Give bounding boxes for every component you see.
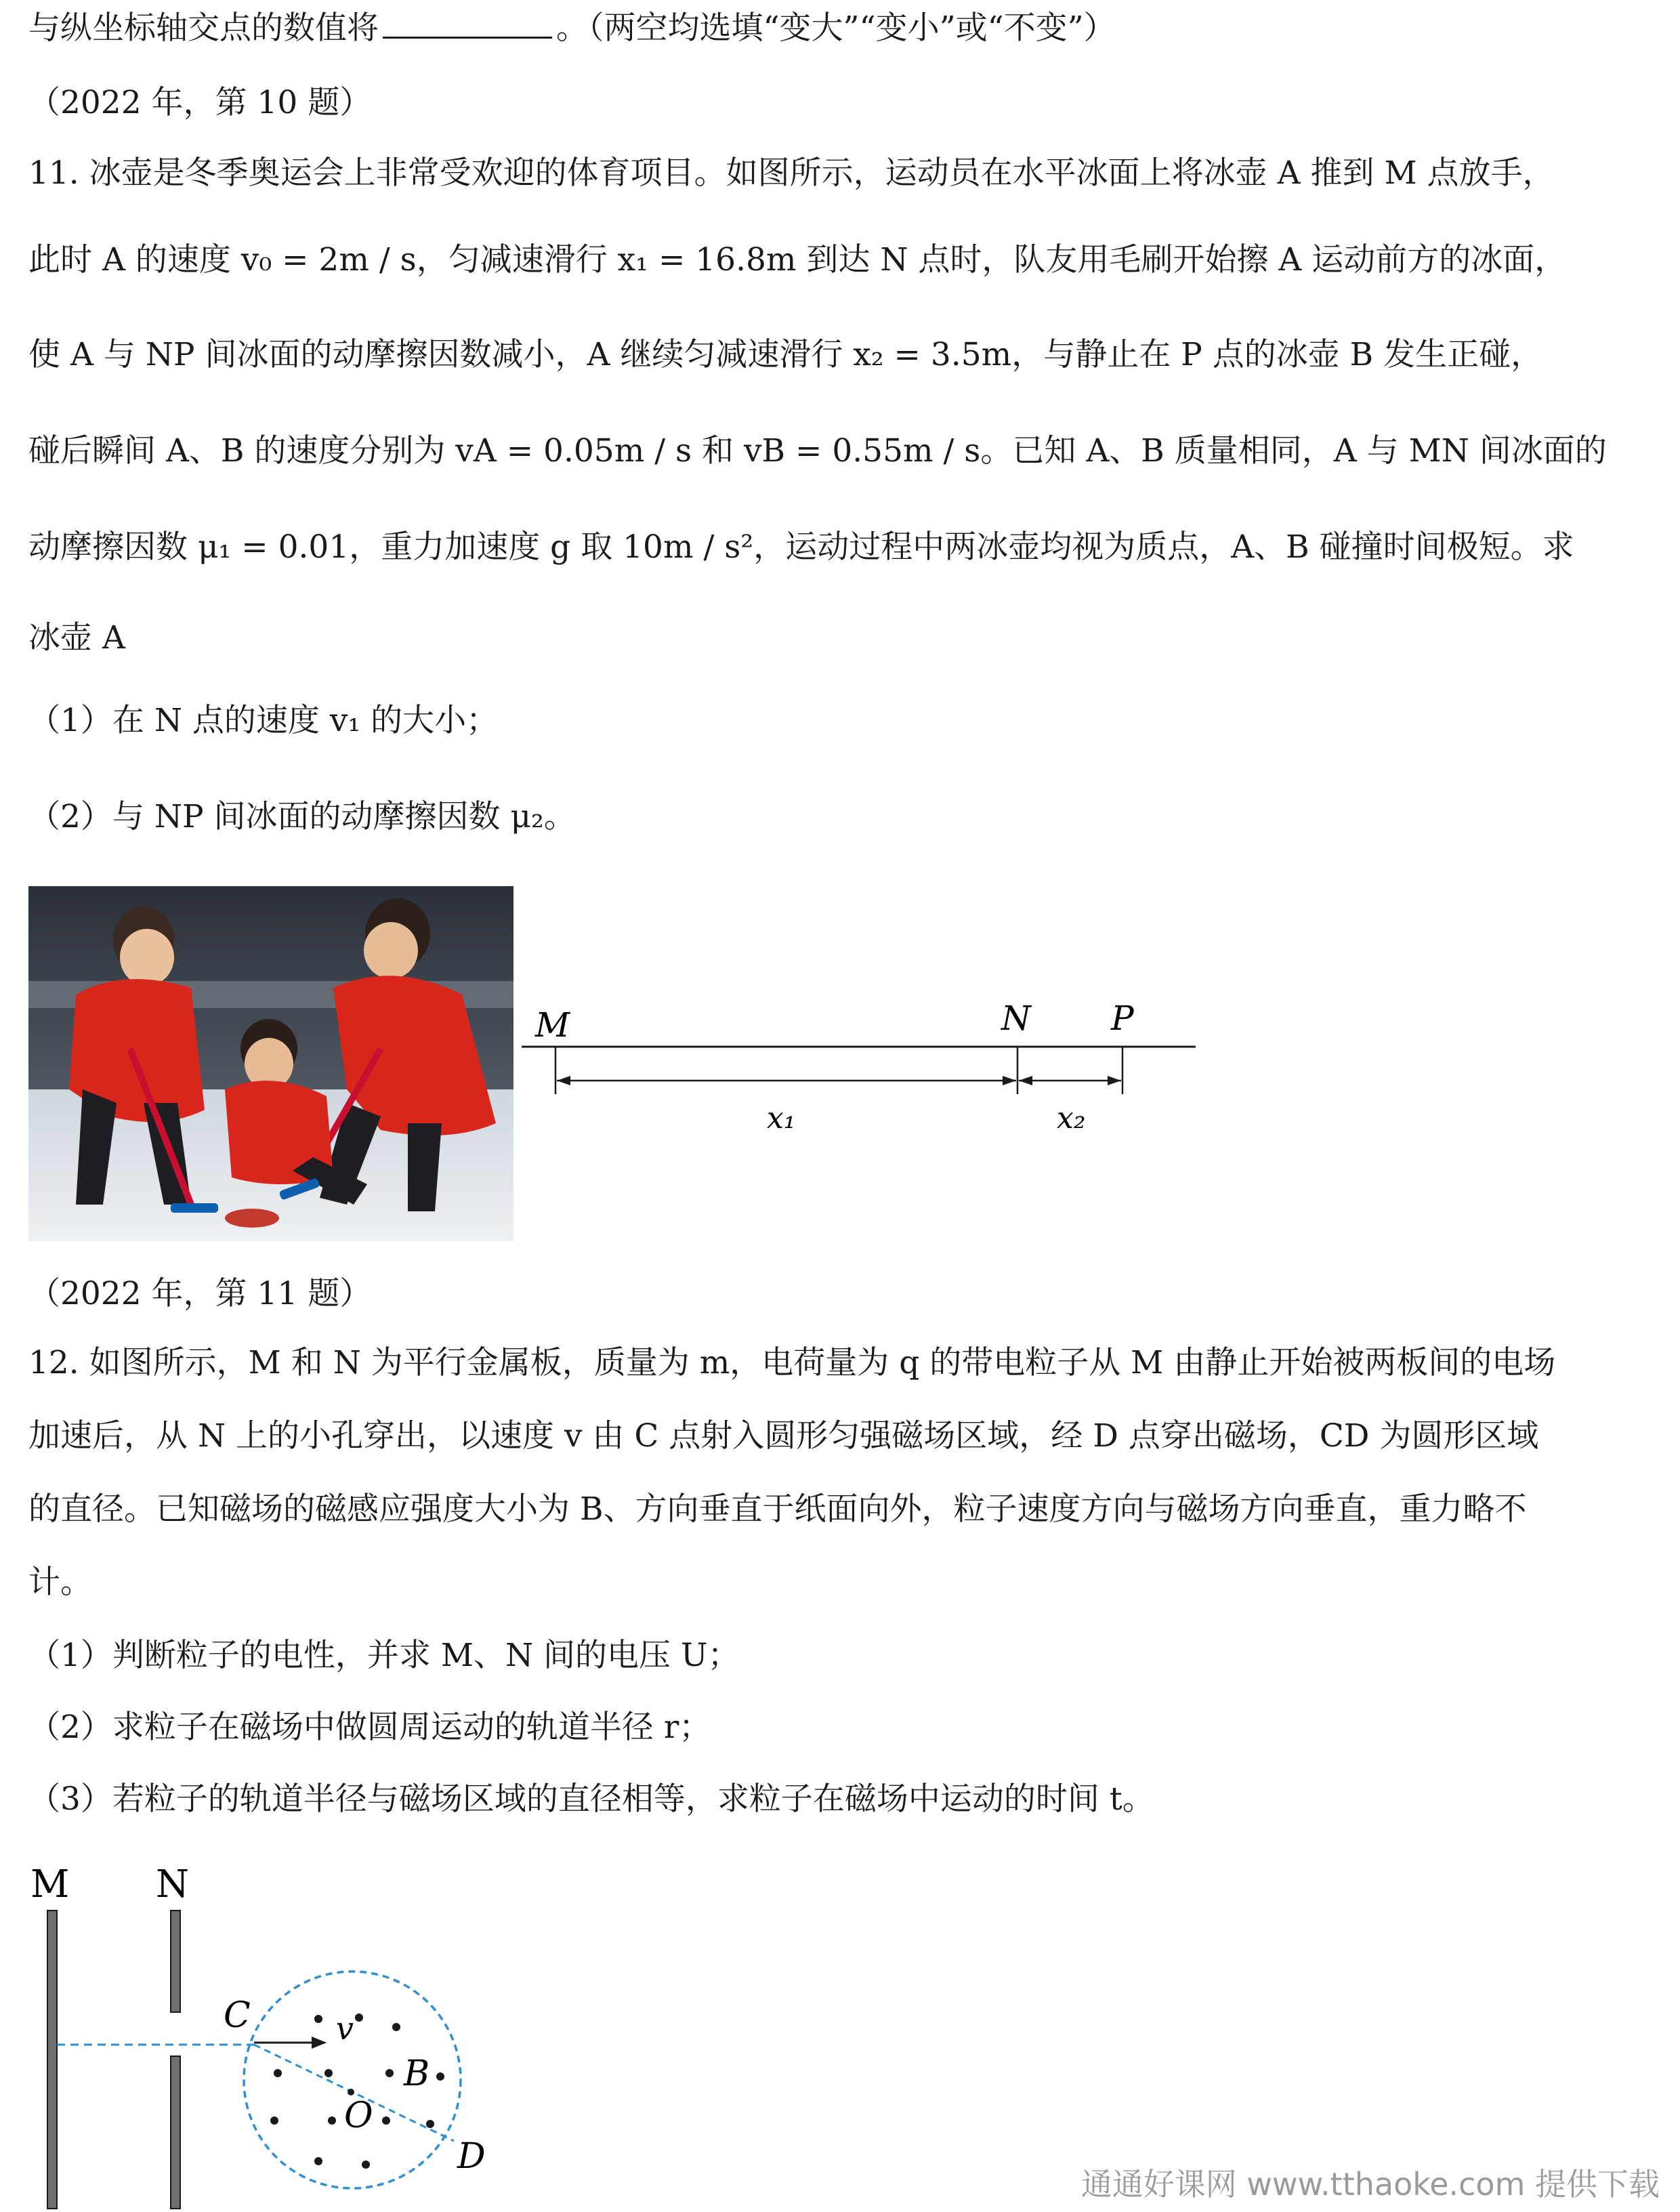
q11-part-1: （1）在 N 点的速度 v₁ 的大小； — [28, 702, 499, 739]
label-m: M — [535, 1005, 570, 1045]
q11-line-3: 使 A 与 NP 间冰面的动摩擦因数减小，A 继续匀减速滑行 x₂ = 3.5m，与静止在 P 点的冰壶 B 发生正碰， — [28, 336, 1543, 373]
x1-arrowhead-left — [557, 1076, 570, 1085]
plate-n-upper — [171, 1911, 180, 2012]
q12-line-3: 的直径。已知磁场的磁感应强度大小为 B、方向垂直于纸面向外，粒子速度方向与磁场方向垂直，重力略不 — [28, 1490, 1527, 1528]
label-d: D — [457, 2136, 486, 2177]
x1-arrowhead-right — [1003, 1076, 1016, 1085]
q11-line-4: 碰后瞬间 A、B 的速度分别为 vA = 0.05m / s 和 vB = 0.55m / s。已知 A、B 质量相同，A 与 MN 间冰面的 — [28, 432, 1607, 469]
plate-m — [47, 1911, 57, 2209]
q12-part-1: （1）判断粒子的电性，并求 M、N 间的电压 U； — [28, 1637, 740, 1674]
plates-field-diagram — [20, 1850, 508, 2209]
q12-line-1: 12. 如图所示，M 和 N 为平行金属板，质量为 m，电荷量为 q 的带电粒子从 M 由静止开始被两板间的电场 — [28, 1344, 1556, 1381]
q10-source: （2022 年，第 10 题） — [28, 84, 372, 121]
label-o: O — [344, 2095, 373, 2136]
q11-line-1: 11. 冰壶是冬季奥运会上非常受欢迎的体育项目。如图所示，运动员在水平冰面上将冰壶 A 推到 M 点放手， — [28, 154, 1555, 192]
q10-text-post: 。（两空均选填“变大”“变小”或“不变”） — [556, 9, 1116, 47]
label-x1: x₁ — [767, 1101, 796, 1135]
q11-line-6: 冰壶 A — [28, 619, 125, 656]
x2-arrowhead-right — [1108, 1076, 1121, 1085]
label-b: B — [404, 2053, 430, 2094]
curling-photo-art — [28, 886, 513, 1241]
mnp-diagram — [515, 976, 1219, 1152]
answer-blank — [383, 9, 552, 39]
watermark: 通通好课网 www.tthaoke.com 提供下载 — [1080, 2166, 1660, 2203]
label-plate-n: N — [156, 1862, 189, 1906]
plate-n-lower — [171, 2056, 180, 2209]
center-o-point — [348, 2089, 354, 2095]
q11-line-2: 此时 A 的速度 v₀ = 2m / s，匀减速滑行 x₁ = 16.8m 到达 N 点时，队友用毛刷开始擦 A 运动前方的冰面， — [28, 241, 1567, 278]
label-n: N — [1001, 999, 1031, 1038]
x2-arrowhead-left — [1019, 1076, 1032, 1085]
q12-part-2: （2）求粒子在磁场中做圆周运动的轨道半径 r； — [28, 1709, 711, 1746]
curling-photo — [28, 886, 513, 1241]
q12-line-2: 加速后，从 N 上的小孔穿出，以速度 v 由 C 点射入圆形匀强磁场区域，经 D 点穿出磁场，CD 为圆形区域 — [28, 1417, 1539, 1455]
q11-source: （2022 年，第 11 题） — [28, 1275, 372, 1312]
q11-line-5: 动摩擦因数 μ₁ = 0.01，重力加速度 g 取 10m / s²，运动过程中两冰壶均视为质点，A、B 碰撞时间极短。求 — [28, 528, 1574, 566]
q11-part-2: （2）与 NP 间冰面的动摩擦因数 μ₂。 — [28, 798, 576, 835]
label-v: v — [336, 2010, 354, 2047]
q10-answer-line — [28, 8, 1116, 49]
q12-line-4: 计。 — [28, 1564, 92, 1601]
label-p: P — [1111, 999, 1134, 1038]
mnp-diagram-svg — [515, 976, 1219, 1152]
plates-field-svg — [20, 1850, 508, 2209]
label-x2: x₂ — [1057, 1101, 1086, 1135]
velocity-arrowhead — [312, 2037, 327, 2049]
label-plate-m: M — [30, 1862, 70, 1906]
q10-text-pre: 与纵坐标轴交点的数值将 — [28, 9, 379, 47]
label-c: C — [224, 1995, 251, 2036]
q12-part-3: （3）若粒子的轨道半径与磁场区域的直径相等，求粒子在磁场中运动的时间 t。 — [28, 1780, 1154, 1818]
